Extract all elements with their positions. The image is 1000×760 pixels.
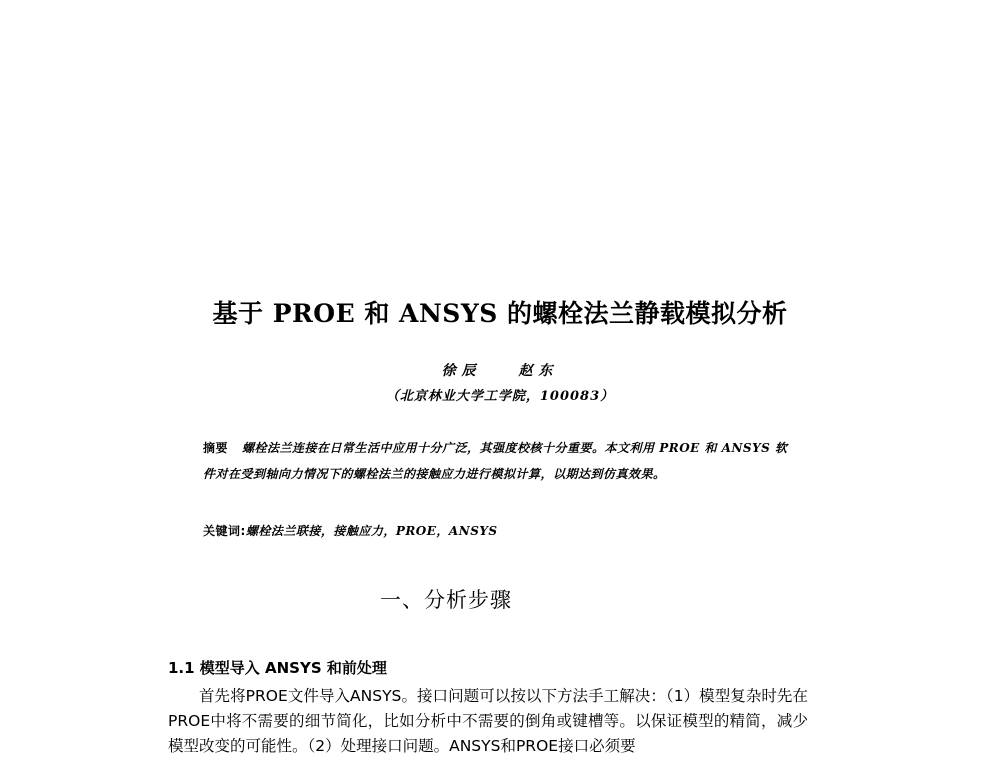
affiliation: （北京林业大学工学院，100083） xyxy=(385,389,615,404)
body-paragraph: 首先将PROE文件导入ANSYS。接口问题可以按以下方法手工解决：（1）模型复杂时先在PROE中将不需要的细节简化，比如分析中不需要的倒角或键槽等。以保证模型的精简，减少模型改变的可能性。（2）处理接口问题。ANSYS和PROE接口必须要 xyxy=(168,687,808,755)
section-heading: 一、分析步骤 xyxy=(380,588,512,612)
abstract-text: 螺栓法兰连接在日常生活中应用十分广泛，其强度校核十分重要。本文利用 PROE 和 ANSYS 软件对在受到轴向力情况下的螺栓法兰的接触应力进行模拟计算，以期达到仿真效果。 xyxy=(203,441,788,481)
author-list xyxy=(0,360,1000,380)
paper-title: 基于 PROE 和 ANSYS 的螺栓法兰静载模拟分析 xyxy=(212,299,788,328)
author-name: 赵东 xyxy=(518,363,559,379)
keywords-text: 螺栓法兰联接，接触应力，PROE，ANSYS xyxy=(245,524,498,538)
keywords-label: 关键词: xyxy=(203,524,246,538)
subsection-heading: 1.1 模型导入 ANSYS 和前处理 xyxy=(168,659,387,677)
abstract xyxy=(203,435,793,487)
keywords xyxy=(203,522,793,539)
abstract-label: 摘要 xyxy=(203,441,229,455)
author-name: 徐辰 xyxy=(441,363,482,379)
